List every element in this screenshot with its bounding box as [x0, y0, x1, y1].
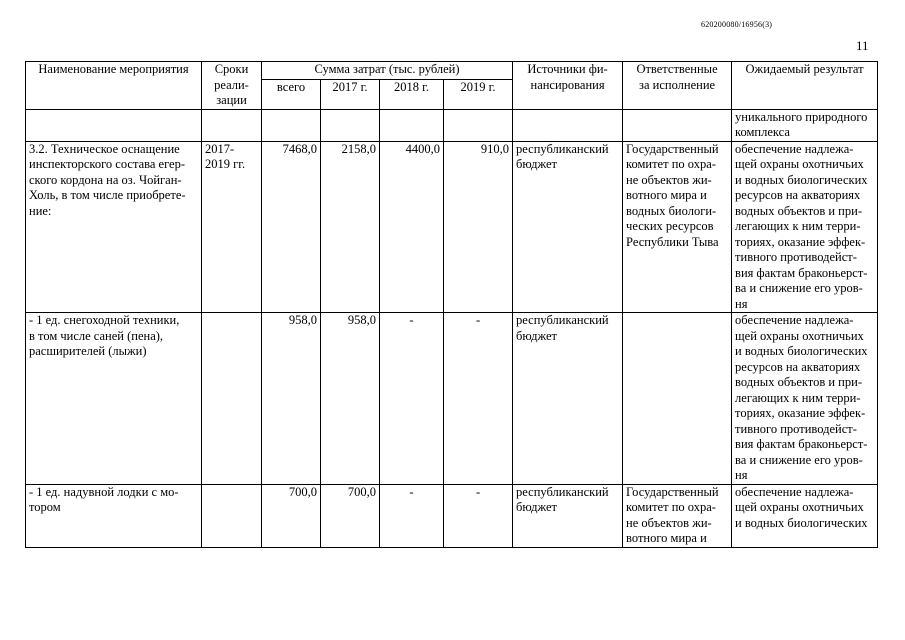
page-number: 11: [856, 38, 869, 53]
header-terms: Сроки реали- зации: [202, 62, 262, 110]
cell-total: 700,0: [262, 484, 321, 547]
header-total: всего: [262, 79, 321, 109]
header-costs-group: Сумма затрат (тыс. рублей): [262, 62, 513, 80]
cell-terms: [202, 484, 262, 547]
cell-result: обеспечение надлежа- щей охраны охотничьих и водных биологических ресурсов на акваториях водных объектов и при- легающих к ним терри- ториях, оказание эффек- тивного противодейст- вия фактам браконьерст- ва и снижение его уров- ня: [732, 313, 878, 485]
cell-result: обеспечение надлежа- щей охраны охотничьих и водных биологических ресурсов на акваториях водных объектов и при- легающих к ним терри- ториях, оказание эффек- тивного противодейст- вия фактам браконьерст- ва и снижение его уров- ня: [732, 141, 878, 313]
cell-name: 3.2. Техническое оснащение инспекторского состава егер- ского кордона на оз. Чойган- Холь, в том числе приобрете- ние:: [26, 141, 202, 313]
cell-2017: 2158,0: [321, 141, 380, 313]
header-responsible: Ответственные за исполнение: [623, 62, 732, 110]
cell-source: республиканский бюджет: [513, 484, 623, 547]
cell-2017: 958,0: [321, 313, 380, 485]
header-result: Ожидаемый результат: [732, 62, 878, 110]
measures-table: [25, 61, 878, 548]
cell-result: уникального природного комплекса: [732, 109, 878, 141]
cell-responsible: Государственный комитет по охра- не объектов жи- вотного мира и: [623, 484, 732, 547]
cell-source: [513, 109, 623, 141]
table-row: [26, 109, 878, 141]
cell-total: 7468,0: [262, 141, 321, 313]
cell-2018: -: [380, 484, 444, 547]
header-2018: 2018 г.: [380, 79, 444, 109]
document-id: 620200080/16956(3): [701, 20, 773, 29]
table-row: [26, 141, 878, 313]
cell-total: 958,0: [262, 313, 321, 485]
cell-terms: [202, 313, 262, 485]
cell-2019: [444, 109, 513, 141]
cell-source: республиканский бюджет: [513, 313, 623, 485]
cell-2018: [380, 109, 444, 141]
header-name: Наименование мероприятия: [26, 62, 202, 110]
header-2019: 2019 г.: [444, 79, 513, 109]
cell-result: обеспечение надлежа- щей охраны охотничьих и водных биологических: [732, 484, 878, 547]
header-2017: 2017 г.: [321, 79, 380, 109]
cell-terms: 2017- 2019 гг.: [202, 141, 262, 313]
cell-responsible: [623, 313, 732, 485]
cell-name: - 1 ед. снегоходной техники, в том числе саней (пена), расширителей (лыжи): [26, 313, 202, 485]
cell-responsible: Государственный комитет по охра- не объектов жи- вотного мира и водных биологи- ческих ресурсов Республики Тыва: [623, 141, 732, 313]
cell-responsible: [623, 109, 732, 141]
cell-2018: -: [380, 313, 444, 485]
cell-2019: -: [444, 313, 513, 485]
cell-2017: [321, 109, 380, 141]
cell-2018: 4400,0: [380, 141, 444, 313]
cell-2017: 700,0: [321, 484, 380, 547]
header-source: Источники фи- нансирования: [513, 62, 623, 110]
table-row: [26, 484, 878, 547]
cell-name: [26, 109, 202, 141]
table-row: [26, 313, 878, 485]
cell-source: республиканский бюджет: [513, 141, 623, 313]
cell-2019: -: [444, 484, 513, 547]
cell-terms: [202, 109, 262, 141]
cell-name: - 1 ед. надувной лодки с мо- тором: [26, 484, 202, 547]
cell-total: [262, 109, 321, 141]
cell-2019: 910,0: [444, 141, 513, 313]
